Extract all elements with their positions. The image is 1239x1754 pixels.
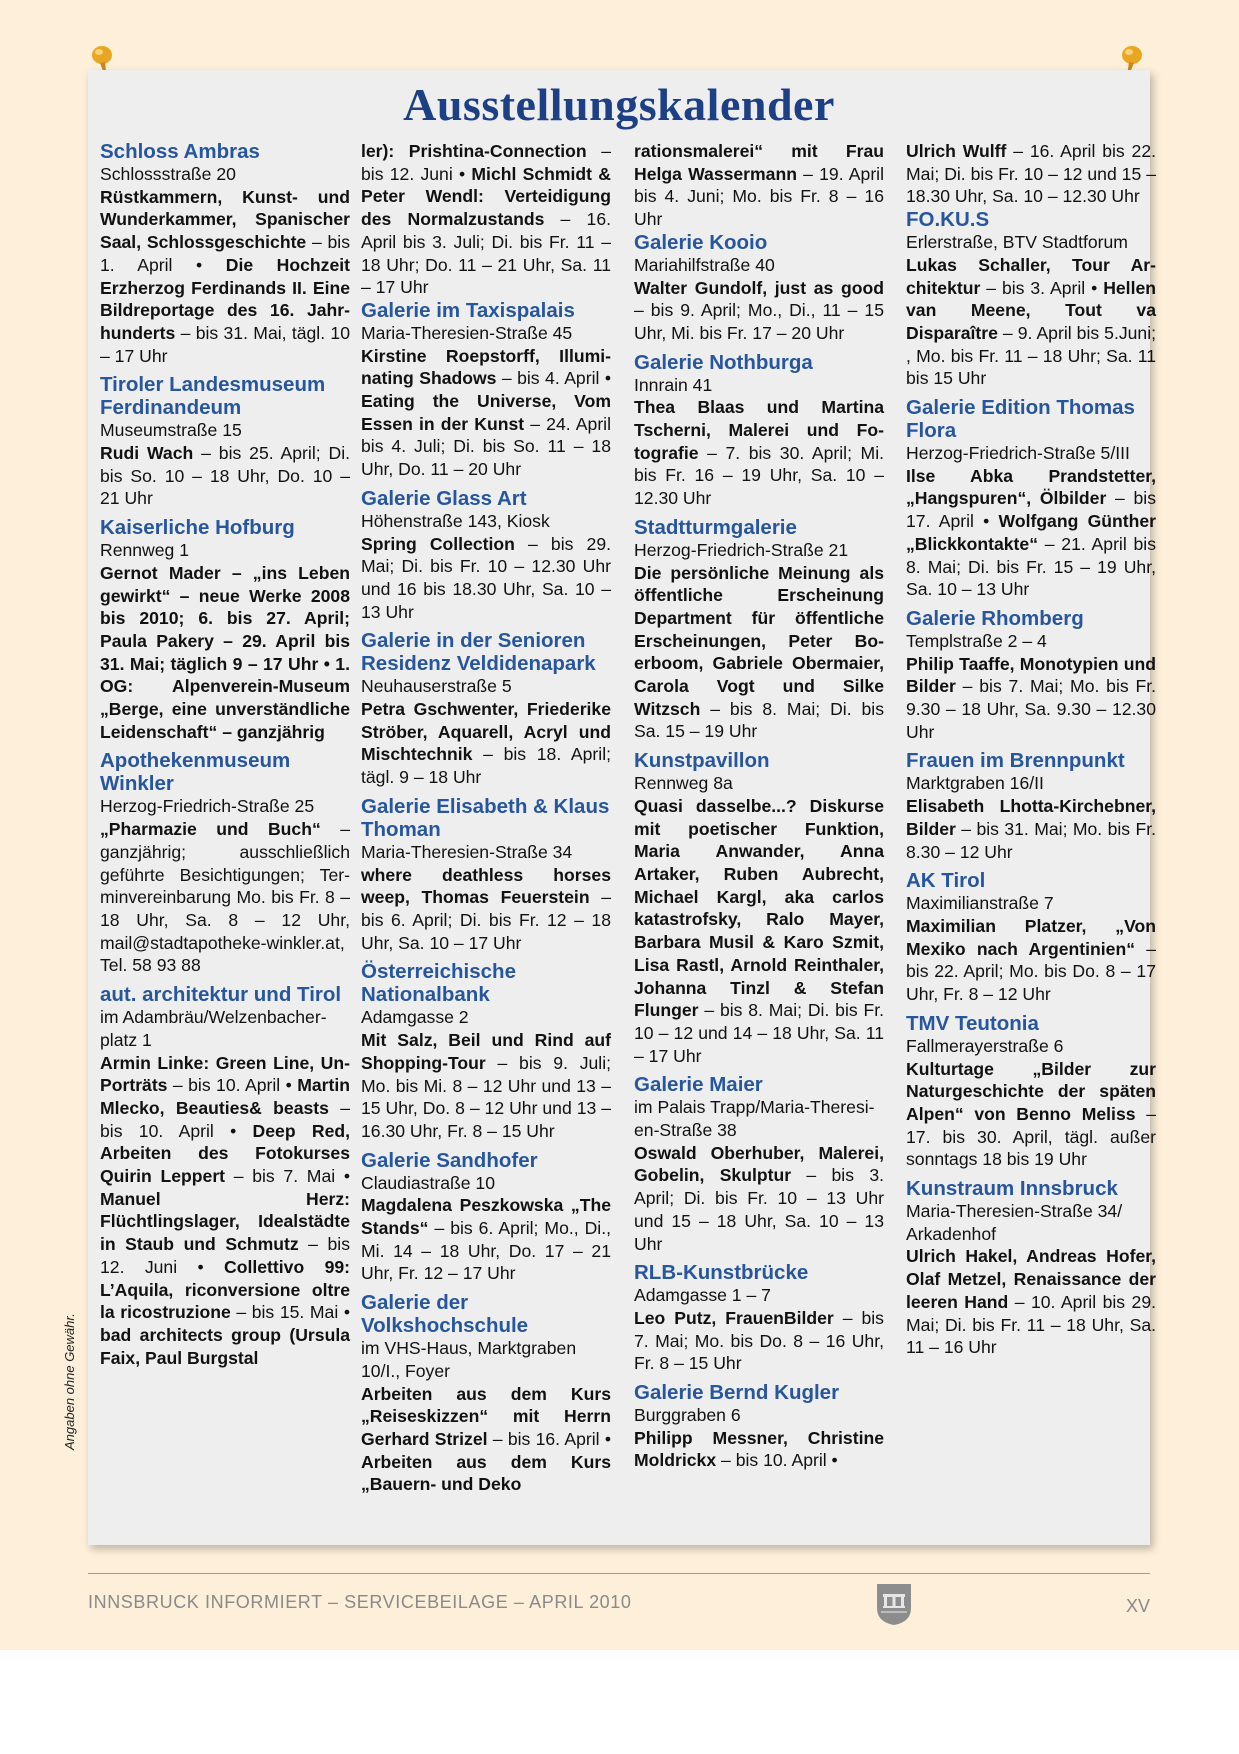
venue-entry	[361, 1291, 611, 1496]
exhibition-title: rationsmalerei“ mit Frau Helga Wassermann	[634, 141, 884, 184]
exhibition-text	[100, 818, 350, 977]
exhibition-title: where deathless horses weep, Thomas Feuerstein	[361, 864, 611, 908]
venue-name: Stadtturmgalerie	[634, 515, 797, 539]
exhibition-dates: – bis 8. Mai; Di. bis Sa. 15 – 19 Uhr	[634, 698, 884, 742]
venue-address: Maria-Theresien-Straße 34	[361, 841, 573, 862]
venue-name: Galerie Sandhofer	[361, 1148, 538, 1172]
exhibition-dates: – bis 9. April; Mo., Di., 11 – 15 Uhr, Mi. bis Fr. 17 – 20 Uhr	[634, 300, 884, 343]
venue-address: Rennweg 1	[100, 540, 190, 561]
exhibition-text	[100, 562, 350, 744]
exhibition-title: Kirstine Roepstorff, Illuminating Shadows	[361, 345, 611, 389]
exhibition-title: ler): Prishtina-Connection	[361, 141, 587, 161]
exhibition-text	[634, 562, 884, 744]
exhibition-text	[906, 795, 1156, 863]
exhibition-title: Rudi Wach	[100, 443, 194, 464]
exhibition-text	[906, 1245, 1156, 1359]
exhibition-text	[634, 1307, 884, 1375]
exhibition-text	[361, 698, 611, 789]
exhibition-dates: – bis 31. Mai, tägl. 10 – 17 Uhr	[100, 322, 350, 366]
column	[361, 140, 611, 1496]
column	[906, 140, 1156, 1359]
exhibition-dates: – bis 18. April; tägl. 9 – 18 Uhr	[361, 744, 611, 788]
exhibition-text	[906, 1058, 1156, 1172]
exhibition-title: Rüstkammern, Kunst- und Wunderkammer, Spanischer Saal, Schlossgeschichte	[100, 186, 350, 253]
venue-entry	[634, 1381, 884, 1472]
city-crest-icon	[875, 1582, 913, 1626]
exhibition-title: Leo Putz, FrauenBilder	[634, 1307, 834, 1328]
venue-name: TMV Teutonia	[906, 1011, 1039, 1035]
venue-address: Burggraben 6	[634, 1405, 741, 1426]
exhibition-dates: – 17. bis 30. April, tägl. außer sonntags 18 bis 19 Uhr	[906, 1103, 1156, 1170]
venue-entry	[634, 749, 884, 1067]
venue-name: Galerie Rhomberg	[906, 606, 1084, 630]
venue-address: Adamgasse 1 – 7	[634, 1285, 771, 1306]
venue-name: Galerie Bernd Kugler	[634, 1381, 840, 1405]
venue-address: Maximilianstraße 7	[906, 893, 1054, 914]
exhibition-title: Wolfgang Günther „Blickkontakte“	[906, 511, 1156, 554]
exhibition-dates: – bis 8. Mai; Di. bis Fr. 10 – 12 und 14 – 18 Uhr, Sa. 11 – 17 Uhr	[634, 1000, 884, 1066]
exhibition-dates: – bis 22. April; Mo. bis Do. 8 – 17 Uhr, Fr. 8 – 12 Uhr	[906, 938, 1156, 1005]
venue-address: Templstraße 2 – 4	[906, 630, 1047, 651]
exhibition-dates: – bis 1. April •	[100, 232, 350, 275]
exhibition-text	[361, 1194, 611, 1285]
exhibition-dates: – 9. April bis 5.Juni; , Mo. bis Fr. 11 – 18 Uhr; Sa. 11 bis 15 Uhr	[906, 322, 1156, 389]
venue-entry	[361, 299, 611, 481]
venue-name: Galerie Edition Thomas Flora	[906, 396, 1135, 443]
venue-name: Kaiserliche Hofburg	[100, 516, 295, 540]
exhibition-title: Die Hochzeit Erzherzog Ferdinands II. Eine Bildreportage des 16. Jahrhunderts	[100, 254, 350, 343]
exhibition-title: Ulrich Wulff	[906, 141, 1007, 161]
exhibition-dates: – bis 7. Mai; Mo. bis Fr. 9.30 – 18 Uhr, Sa. 9.30 – 12.30 Uhr	[906, 676, 1156, 742]
exhibition-text	[361, 1383, 611, 1497]
exhibition-title: Martin Mlecko, Beauties& beasts	[100, 1075, 350, 1118]
venue-entry	[906, 208, 1156, 390]
venue-name: Österreichische Nationalbank	[361, 960, 516, 1007]
exhibition-title: Michl Schmidt & Peter Wendl: Verteidigung des Normalzustands	[361, 163, 611, 230]
venue-address: Adamgasse 2	[361, 1007, 469, 1028]
exhibition-text	[361, 345, 611, 481]
column	[100, 140, 350, 1369]
exhibition-text	[634, 1427, 884, 1472]
venue-address: Innrain 41	[634, 374, 713, 395]
exhibition-title: Spring Collection	[361, 533, 515, 554]
exhibition-dates: – 16. April bis 3. Juli; Di. bis Fr. 11 – 18 Uhr; Do. 11 – 21 Uhr, Sa. 11 – 17 Uhr	[361, 209, 611, 298]
venue-entry	[634, 351, 884, 510]
exhibition-title: Deep Red, Arbeiten des Fotokurses Quirin Leppert	[100, 1120, 350, 1187]
disclaimer: Angaben ohne Gewähr.	[62, 1313, 77, 1450]
venue-address: Marktgraben 16/II	[906, 773, 1044, 794]
venue-entry	[361, 960, 611, 1142]
venue-address: Schlossstraße 20	[100, 164, 236, 184]
calendar-card	[88, 70, 1157, 1545]
venue-address: Höhenstraße 143, Kiosk	[361, 510, 550, 531]
venue-entry	[634, 231, 884, 345]
venue-address: Mariahilfstraße 40	[634, 254, 775, 275]
venue-entry	[634, 1261, 884, 1375]
venue-address: Fallmerayerstraße 6	[906, 1035, 1064, 1056]
exhibition-text	[100, 442, 350, 510]
venue-address: im Adambräu/Welzenbacherplatz 1	[100, 1007, 327, 1050]
venue-name: Kunstpavillon	[634, 749, 770, 773]
venue-address: im VHS-Haus, Marktgraben 10/I., Foyer	[361, 1338, 577, 1381]
venue-name: Tiroler Landesmuseum Ferdinandeum	[100, 373, 326, 420]
exhibition-dates: – bis 12. Juni •	[100, 1234, 350, 1277]
exhibition-text	[634, 1142, 884, 1256]
venue-entry	[100, 749, 350, 977]
venue-entry	[906, 1177, 1156, 1359]
exhibition-title: Gernot Mader – „ins Leben gewirkt“ – neue Werke 2008 bis 2010; 6. bis 27. April; Paula Pakery – 29. April bis 31. Mai; täglich 9 – 17 Uhr • 1. OG: Alpenverein-Museum „Berge, eine unverständliche Leidenschaft“ – ganzjährig	[100, 562, 350, 742]
exhibition-title: Armin Linke: Green Line, Un-Porträts	[100, 1052, 350, 1096]
column	[634, 140, 884, 1472]
exhibition-dates: – 7. bis 30. April; Mi. bis Fr. 16 – 19 Uhr, Sa. 10 – 12.30 Uhr	[634, 442, 884, 509]
venue-name: Schloss Ambras	[100, 140, 260, 163]
exhibition-dates: – 16. April bis 22. Mai; Di. bis Fr. 10 – 12 und 15 – 18.30 Uhr, Sa. 10 – 12.30 Uhr	[906, 141, 1157, 207]
venue-address: Rennweg 8a	[634, 773, 733, 794]
venue-name: Galerie Maier	[634, 1073, 763, 1097]
venue-address: Herzog-Friedrich-Straße 5/III	[906, 443, 1130, 464]
exhibition-dates: – bis 12. Juni •	[361, 141, 611, 184]
page-title: Ausstellungskalender	[403, 79, 835, 130]
exhibition-dates: – bis 16. April •	[487, 1428, 611, 1449]
exhibition-title: Elisabeth Lhotta-Kirchebner, Bilder	[906, 796, 1156, 839]
venue-entry	[100, 516, 350, 743]
venue-name: Galerie der Volkshochschule	[361, 1291, 529, 1338]
venue-entry	[361, 629, 611, 789]
exhibition-title: Quasi dasselbe...? Diskurse mit poetischer Funktion, Maria Anwander, Anna Artaker, Ruben Aubrecht, Michael Kargl, aka carlos katastrofsky, Ralo Mayer, Barbara Musil & Karo Szmit, Lisa Rastl, Arnold Reinthaler, Johanna Tinzl & Stefan Flunger	[634, 795, 884, 1021]
exhibition-dates: – bis 17. April •	[906, 488, 1156, 532]
exhibition-title: „Pharmazie und Buch“	[100, 819, 321, 840]
exhibition-text	[634, 277, 884, 345]
exhibition-dates: – bis 10. April •	[716, 1450, 838, 1471]
exhibition-dates: – bis 31. Mai; Mo. bis Fr. 8.30 – 12 Uhr	[906, 818, 1156, 862]
exhibition-title: Arbeiten aus dem Kurs „Reiseskizzen“ mit Herrn Gerhard Strizel	[361, 1383, 611, 1449]
venue-entry	[100, 140, 350, 367]
exhibition-text	[361, 1029, 611, 1143]
venue-entry	[100, 373, 350, 510]
exhibition-title: Lukas Schaller, Tour Architektur	[906, 254, 1156, 298]
continued-text	[361, 140, 611, 299]
exhibition-title: Oswald Oberhuber, Malerei, Gobelin, Skulptur	[634, 1142, 884, 1186]
exhibition-dates: – bis 29. Mai; Di. bis Fr. 10 – 12.30 Uhr und 16 bis 18.30 Uhr, Sa. 10 – 13 Uhr	[361, 533, 612, 622]
exhibition-title: Arbeiten aus dem Kurs „Bauern- und Deko	[361, 1451, 611, 1495]
venue-address: Maria-Theresien-Straße 34/ Arkadenhof	[906, 1201, 1123, 1244]
exhibition-title: Eating the Universe, Vom Essen in der Kunst	[361, 391, 611, 434]
exhibition-title: Petra Gschwenter, Friederike Ströber, Aquarell, Acryl und Mischtechnik	[361, 699, 611, 765]
exhibition-title: Kulturtage „Bilder zur Naturgeschichte der späten Alpen“ von Benno Meliss	[906, 1058, 1156, 1124]
exhibition-title: Maximilian Platzer, „Von Mexiko nach Argentinien“	[906, 915, 1156, 959]
exhibition-dates: – bis 9. Juli; Mo. bis Mi. 8 – 12 Uhr und 13 – 15 Uhr, Do. 8 – 12 Uhr und 13 – 16.30 Uhr, Fr. 8 – 15 Uhr	[361, 1052, 611, 1141]
venue-address: Herzog-Friedrich-Straße 21	[634, 539, 849, 560]
exhibition-dates: – bis 10. April •	[167, 1075, 298, 1096]
continued-text	[906, 140, 1156, 208]
exhibition-dates: – bis 25. April; Di. bis So. 10 – 18 Uhr, Do. 10 – 21 Uhr	[100, 443, 351, 509]
exhibition-title: Walter Gundolf, just as good	[634, 277, 884, 298]
venue-name: Galerie Glass Art	[361, 486, 527, 510]
venue-entry	[906, 607, 1156, 744]
exhibition-dates: – bis 6. April; Di. bis Fr. 12 – 18 Uhr, Sa. 10 – 17 Uhr	[361, 887, 611, 953]
exhibition-dates: – bis 7. Mai •	[225, 1166, 350, 1187]
exhibition-dates: – bis 7. Mai; Mo. bis Do. 8 – 16 Uhr, Fr. 8 – 15 Uhr	[634, 1307, 884, 1374]
exhibition-title: Thea Blaas und Martina Tscherni, Malerei und Fotografie	[634, 397, 884, 463]
venue-address: Erlerstraße, BTV Stadtforum	[906, 232, 1128, 253]
exhibition-dates: – bis 3. April; Di. bis Fr. 10 – 13 Uhr und 15 – 18 Uhr, Sa. 10 – 13 Uhr	[634, 1165, 884, 1254]
venue-address: Claudiastraße 10	[361, 1172, 495, 1193]
exhibition-text	[906, 653, 1156, 744]
exhibition-text	[361, 864, 611, 955]
venue-entry	[906, 396, 1156, 601]
venue-entry	[361, 487, 611, 624]
exhibition-dates: – 21. April bis 8. Mai; Di. bis Fr. 15 – 19 Uhr, Sa. 10 – 13 Uhr	[906, 533, 1156, 600]
venue-name: Kunstraum Innsbruck	[906, 1177, 1118, 1201]
exhibition-title: Philipp Messner, Christine Moldrickx	[634, 1427, 884, 1471]
venue-address: im Palais Trapp/Maria-Theresien-Straße 38	[634, 1097, 875, 1141]
exhibition-title: bad architects group (Ursula Faix, Paul Burgstal	[100, 1324, 350, 1368]
venue-entry	[906, 1012, 1156, 1171]
exhibition-title: Mit Salz, Beil und Rind auf Shopping-Tour	[361, 1030, 611, 1073]
venue-address: Neuhauserstraße 5	[361, 676, 512, 697]
venue-name: AK Tirol	[906, 869, 986, 893]
exhibition-text	[906, 465, 1156, 601]
venue-name: RLB-Kunstbrücke	[634, 1261, 809, 1285]
venue-address: Herzog-Friedrich-Straße 25	[100, 796, 315, 817]
exhibition-dates: – bis 4. April •	[496, 368, 611, 389]
exhibition-title: Philip Taaffe, Monotypien und Bilder	[906, 653, 1156, 697]
exhibition-dates: – ganzjährig; ausschließlich geführte Besichtigungen; Terminvereinbarung Mo. bis Fr. 8 – 18 Uhr, Sa. 8 – 12 Uhr, mail@stadtapotheke-winkler.at, Tel. 58 93 88	[100, 819, 350, 976]
venue-entry	[361, 795, 611, 955]
venue-entry	[634, 1073, 884, 1255]
venue-entry	[100, 983, 350, 1369]
exhibition-title: Magdalena Peszkowska „The Stands“	[361, 1195, 611, 1239]
venue-name: Galerie Elisabeth & Klaus Thoman	[361, 794, 610, 841]
venue-name: Galerie Kooio	[634, 230, 768, 254]
exhibition-title: Manuel Herz: Flüchtlingslager, Idealstädte in Staub und Schmutz	[100, 1188, 350, 1255]
exhibition-text	[361, 533, 611, 624]
exhibition-text	[634, 795, 884, 1067]
exhibition-dates: – 19. April bis 4. Juni; Mo. bis Fr. 8 – 16 Uhr	[634, 163, 884, 230]
exhibition-dates: – 10. April bis 29. Mai; Di. bis Fr. 11 – 18 Uhr, Sa. 11 – 16 Uhr	[906, 1291, 1156, 1358]
venue-entry	[634, 516, 884, 743]
footer-divider	[88, 1573, 1150, 1574]
venue-address: Maria-Theresien-Straße 45	[361, 322, 573, 343]
exhibition-text	[100, 186, 350, 368]
footer-publication: INNSBRUCK INFORMIERT – SERVICEBEILAGE – APRIL 2010	[88, 1592, 632, 1612]
exhibition-dates: – bis 6. April; Mo., Di., Mi. 14 – 18 Uhr, Do. 17 – 21 Uhr, Fr. 12 – 17 Uhr	[361, 1218, 611, 1284]
exhibition-text	[906, 254, 1156, 390]
venue-name: Apothekenmuseum Winkler	[100, 749, 291, 796]
exhibition-title: Collettivo 99: L’Aquila, riconversione oltre la ricostruzione	[100, 1256, 351, 1323]
exhibition-title: Hellen van Meene, Tout va Disparaître	[906, 277, 1156, 343]
venue-name: Galerie in der Senioren Residenz Veldidenapark	[361, 629, 596, 676]
continued-text	[634, 140, 884, 231]
venue-entry	[906, 749, 1156, 863]
venue-name: aut. architektur und Tirol	[100, 983, 342, 1007]
exhibition-title: Ilse Abka Prandstetter, „Hangspuren“, Ölbilder	[906, 465, 1156, 509]
page-number: XV	[1126, 1596, 1151, 1616]
exhibition-title: Ulrich Hakel, Andreas Hofer, Olaf Metzel, Renaissance der leeren Hand	[906, 1246, 1156, 1312]
venue-entry	[361, 1149, 611, 1286]
venue-address: Museumstraße 15	[100, 420, 242, 441]
exhibition-text	[100, 1052, 350, 1370]
exhibition-dates: – 24. April bis 4. Juli; Di. bis So. 11 – 18 Uhr, Do. 11 – 20 Uhr	[361, 413, 611, 480]
exhibition-text	[906, 915, 1156, 1006]
venue-entry	[906, 869, 1156, 1006]
exhibition-text	[634, 396, 884, 510]
exhibition-dates: – bis 15. Mai •	[230, 1302, 351, 1323]
exhibition-title: Die persönliche Meinung als öffentliche Erscheinung Department für öffentliche Erscheinungen, Peter Boerboom, Gabriele Obermaier, Carola Vogt und Silke Witzsch	[634, 562, 884, 719]
venue-name: Frauen im Brennpunkt	[906, 749, 1125, 773]
venue-name: Galerie Nothburga	[634, 350, 813, 374]
exhibition-dates: – bis 3. April •	[980, 277, 1104, 298]
venue-name: FO.KU.S	[906, 208, 990, 232]
venue-name: Galerie im Taxispalais	[361, 298, 575, 322]
exhibition-dates: – bis 10. April •	[100, 1097, 350, 1141]
